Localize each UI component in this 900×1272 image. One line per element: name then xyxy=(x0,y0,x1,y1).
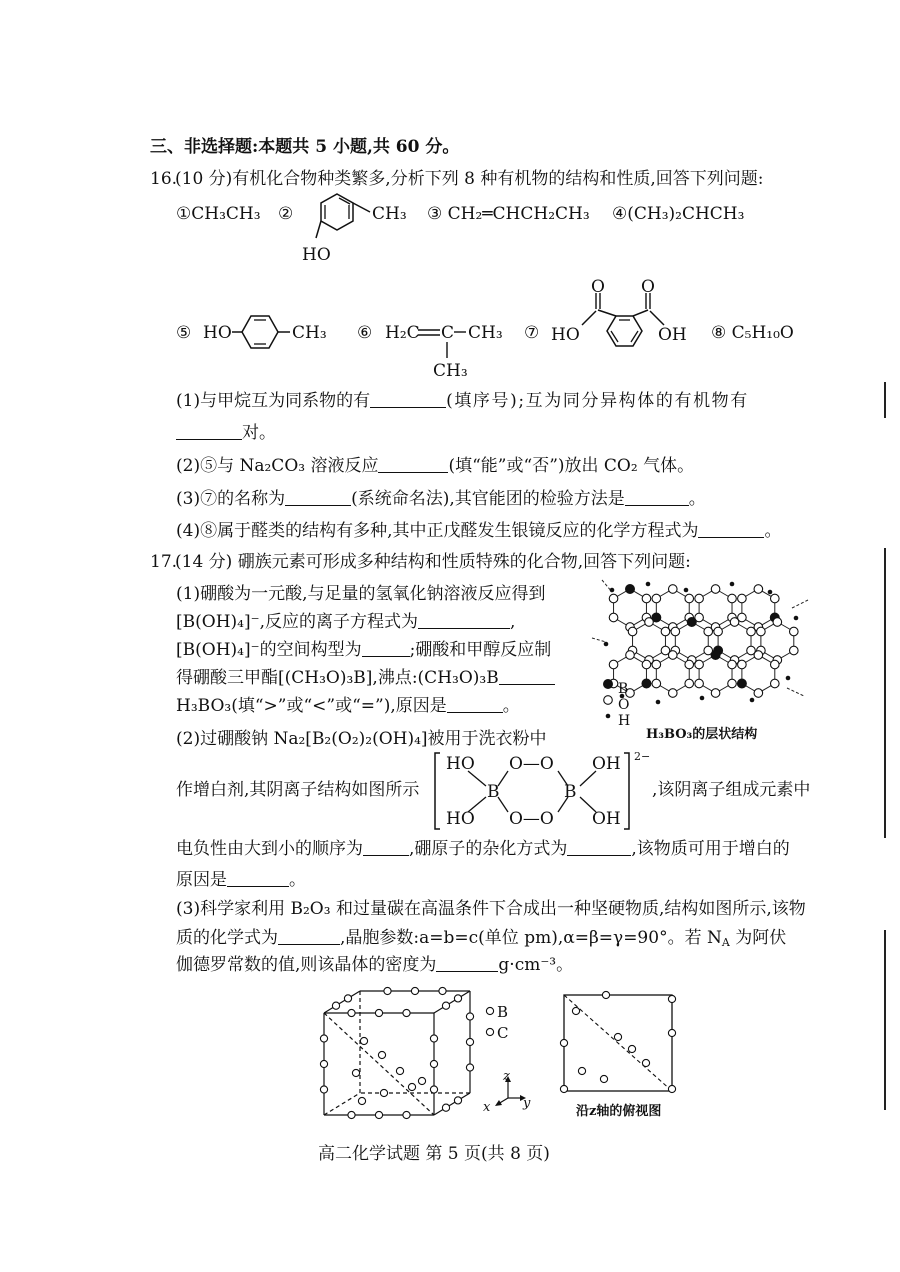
lattice-atom xyxy=(430,1086,437,1093)
q17-part1-line3 xyxy=(176,639,551,661)
oxygen-atom xyxy=(642,594,651,603)
boron-atom xyxy=(737,679,747,689)
hex-ring xyxy=(675,622,708,660)
page-footer: 高二化学试题 第 5 页(共 8 页) xyxy=(318,1144,550,1164)
lattice-atom xyxy=(375,1111,382,1118)
oxygen-atom xyxy=(661,627,670,636)
margin-line-mid xyxy=(884,548,886,838)
hydrogen-bond xyxy=(592,638,606,642)
oxygen-atom xyxy=(685,594,694,603)
oxygen-atom xyxy=(728,660,737,669)
lattice-atom xyxy=(360,1037,367,1044)
q17-part1-blank1[interactable] xyxy=(418,627,510,629)
boron-atom xyxy=(687,617,697,627)
legend-o-label: O xyxy=(618,697,630,713)
lattice-atom xyxy=(352,1069,359,1076)
compound-5-number: ⑤ xyxy=(176,323,192,343)
lattice-atom xyxy=(454,1097,461,1104)
compound-2-oh: HO xyxy=(302,245,331,265)
oxygen-atom xyxy=(695,679,704,688)
q17-part2-line3-text-a: 电负性由大到小的顺序为 xyxy=(176,839,363,859)
hex-ring xyxy=(656,589,689,627)
hex-ring xyxy=(614,589,647,627)
compound-7-structure xyxy=(560,280,690,360)
hydrogen-atom xyxy=(750,698,755,703)
oxygen-atom xyxy=(609,594,618,603)
compound-6-ch3-right: CH₃ xyxy=(468,323,503,343)
lattice-atom xyxy=(418,1077,425,1084)
top-view-atom xyxy=(614,1033,621,1040)
cell-edge xyxy=(324,991,360,1013)
compound-7-oh: OH xyxy=(658,325,687,345)
q17-part1-line3-end: ;硼酸和甲醇反应制 xyxy=(409,640,552,660)
cell-legend-c: C xyxy=(497,1024,509,1042)
axes-indicator xyxy=(488,1070,538,1115)
right-bracket xyxy=(624,753,629,829)
hex-ring xyxy=(742,589,775,627)
hydrogen-atom xyxy=(604,642,609,647)
oxygen-atom xyxy=(652,660,661,669)
compound-7-number: ⑦ xyxy=(524,323,540,343)
q16-part3-blank2[interactable] xyxy=(625,504,689,506)
q16-intro: (10 分)有机化合物种类繁多,分析下列 8 种有机物的结构和性质,回答下列问题: xyxy=(175,169,764,189)
q17-part2-line3-text-c: ,该物质可用于增白的 xyxy=(631,839,790,859)
compound-3: ③ CH₂═CHCH₂CH₃ xyxy=(427,204,590,224)
q16-part1-blank2[interactable] xyxy=(176,438,242,440)
q17-intro: (14 分) 硼族元素可形成多种结构和性质特殊的化合物,回答下列问题: xyxy=(175,552,691,572)
hex-ring xyxy=(718,622,751,660)
lattice-atom xyxy=(332,1002,339,1009)
compound-2-number: ② xyxy=(278,204,294,224)
lattice-atom xyxy=(466,1038,473,1045)
lattice-atom xyxy=(375,1009,382,1016)
q17-part3-line3-text-b: g·cm⁻³。 xyxy=(498,955,574,975)
oxygen-atom xyxy=(728,679,737,688)
q17-part2-line4-end: 。 xyxy=(289,870,306,890)
margin-line-top xyxy=(884,382,886,418)
compound-6-number: ⑥ xyxy=(357,323,373,343)
oxygen-atom xyxy=(773,618,782,627)
lattice-atom xyxy=(442,1104,449,1111)
legend-b-label: B xyxy=(618,681,629,697)
lattice-atom xyxy=(439,987,446,994)
cell-legend-b: B xyxy=(497,1003,509,1021)
q17-part1-blank4[interactable] xyxy=(447,711,503,713)
hydrogen-atom xyxy=(768,590,773,595)
axis-x-label: x xyxy=(483,1100,491,1115)
oxygen-atom xyxy=(770,660,779,669)
q17-part3-line2-text-c: 为阿伏 xyxy=(729,928,787,948)
q17-part2-line2b: ,该阴离子组成元素中 xyxy=(652,780,811,800)
q17-part1-line2 xyxy=(176,611,515,633)
axis-z-label: z xyxy=(503,1069,510,1084)
top-view-atom xyxy=(560,1085,567,1092)
q17-part2-blank2[interactable] xyxy=(567,854,631,856)
compound-5-ho: HO xyxy=(203,323,232,343)
oxygen-atom xyxy=(628,627,637,636)
q17-part1-line3-text: [B(OH)₄]⁻的空间构型为 xyxy=(176,640,362,660)
cell-diagonal xyxy=(324,1013,434,1115)
q16-part2-text-b: (填“能”或“否”)放出 CO₂ 气体。 xyxy=(448,456,695,476)
compound-1: ①CH₃CH₃ xyxy=(176,204,261,224)
h3bo3-layer-figure xyxy=(582,578,814,718)
q17-part3-line2 xyxy=(176,927,786,949)
q17-part1-line4 xyxy=(176,667,555,689)
oxygen-atom xyxy=(695,594,704,603)
q16-part2-blank[interactable] xyxy=(378,471,448,473)
lattice-atom xyxy=(411,987,418,994)
hydrogen-bond xyxy=(792,600,808,608)
q16-part2-text-a: (2)⑤与 Na₂CO₃ 溶液反应 xyxy=(176,456,379,476)
q16-part1-text-a: (1)与甲烷互为同系物的有 xyxy=(176,391,371,411)
compound-5-ch3: CH₃ xyxy=(292,323,327,343)
legend-b-symbol xyxy=(603,679,613,689)
q17-part2-blank3[interactable] xyxy=(227,885,289,887)
top-view-atom xyxy=(600,1075,607,1082)
compound-6-ch3-bottom: CH₃ xyxy=(433,361,468,381)
anion-oh-bottom: OH xyxy=(592,809,621,829)
legend-o-symbol xyxy=(604,696,613,705)
hydrogen-atom xyxy=(684,588,689,593)
compound-7-o2: O xyxy=(641,277,655,297)
oxygen-atom xyxy=(609,660,618,669)
q17-part1-line2-text: [B(OH)₄]⁻,反应的离子方程式为 xyxy=(176,612,418,632)
lattice-atom xyxy=(396,1067,403,1074)
compound-2-ch3: CH₃ xyxy=(372,204,407,224)
lattice-atom xyxy=(320,1086,327,1093)
cell-edge xyxy=(434,1093,470,1115)
q16-part3 xyxy=(176,488,706,510)
q17-number: 17. xyxy=(150,552,178,572)
top-view-atom xyxy=(628,1045,635,1052)
hydrogen-atom xyxy=(786,676,791,681)
q17-part2-line4 xyxy=(176,869,306,891)
unit-cell-figure xyxy=(318,985,491,1120)
hex-ring xyxy=(656,655,689,693)
lattice-atom xyxy=(380,1089,387,1096)
oxygen-atom xyxy=(754,651,763,660)
lattice-atom xyxy=(348,1111,355,1118)
legend-h-symbol xyxy=(606,714,611,719)
benzene-ring xyxy=(321,194,353,230)
top-view-atom xyxy=(602,991,609,998)
q16-part1-blank1[interactable] xyxy=(370,406,446,408)
hydrogen-atom xyxy=(646,582,651,587)
compound-7-ho: HO xyxy=(551,325,580,345)
oxygen-atom xyxy=(738,660,747,669)
compound-4: ④(CH₃)₂CHCH₃ xyxy=(612,204,745,224)
q16-part3-text-c: 。 xyxy=(688,489,706,509)
oxygen-atom xyxy=(685,660,694,669)
q17-part2-line3-text-b: ,硼原子的杂化方式为 xyxy=(409,839,568,859)
lattice-atom xyxy=(378,1051,385,1058)
left-bracket xyxy=(435,753,440,829)
hydrogen-bond xyxy=(787,688,804,696)
top-view-atom xyxy=(572,1007,579,1014)
q16-part3-blank1[interactable] xyxy=(285,504,351,506)
q16-part4-text-b: 。 xyxy=(764,521,782,541)
q17-part1-blank3[interactable] xyxy=(499,683,555,685)
hex-ring xyxy=(699,589,732,627)
q17-part2-line2a: 作增白剂,其阴离子结构如图所示 xyxy=(176,780,420,800)
lattice-atom xyxy=(442,1002,449,1009)
oxygen-atom xyxy=(671,627,680,636)
anion-charge: 2− xyxy=(634,750,651,763)
q16-part4-blank[interactable] xyxy=(698,536,764,538)
oxygen-atom xyxy=(704,627,713,636)
hydrogen-atom xyxy=(730,582,735,587)
compound-6-h2c: H₂C xyxy=(385,323,420,343)
top-view-atom xyxy=(668,1085,675,1092)
oxygen-atom xyxy=(789,627,798,636)
oxygen-atom xyxy=(642,660,651,669)
q17-part3-blank2[interactable] xyxy=(436,970,498,972)
lattice-atom xyxy=(348,1009,355,1016)
avogadro-subscript: A xyxy=(721,936,730,949)
margin-line-bottom xyxy=(884,930,886,1110)
q17-part3-line3 xyxy=(176,954,573,976)
q17-part3-line2-text-b: ,晶胞参数:a=b=c(单位 pm),α=β=γ=90°。若 N xyxy=(340,928,722,948)
oxygen-atom xyxy=(747,627,756,636)
q17-part1-line5 xyxy=(176,695,520,717)
q17-part1-line4-text: 得硼酸三甲酯[(CH₃O)₃B],沸点:(CH₃O)₃B xyxy=(176,668,499,688)
oxygen-atom xyxy=(652,594,661,603)
q16-part3-text-a: (3)⑦的名称为 xyxy=(176,489,286,509)
layer-caption: H₃BO₃的层状结构 xyxy=(646,727,758,742)
cell-edge xyxy=(434,991,470,1013)
top-view-atom xyxy=(642,1059,649,1066)
oxygen-atom xyxy=(652,679,661,688)
lattice-atom xyxy=(430,1060,437,1067)
q17-part2-line3 xyxy=(176,838,790,860)
q17-part3-line2-text-a: 质的化学式为 xyxy=(176,928,278,948)
top-view-caption: 沿z轴的俯视图 xyxy=(576,1104,662,1119)
q16-part4 xyxy=(176,520,781,542)
top-view-atom xyxy=(668,1029,675,1036)
q17-part2-line4-text: 原因是 xyxy=(176,870,227,890)
hex-ring xyxy=(633,622,666,660)
oxygen-atom xyxy=(754,689,763,698)
oxygen-atom xyxy=(685,679,694,688)
q17-part3-line1: (3)科学家利用 B₂O₃ 和过量碳在高温条件下合成出一种坚硬物质,结构如图所示,该物 xyxy=(176,899,806,919)
anion-ho-bottom: HO xyxy=(446,809,475,829)
boron-atom xyxy=(711,650,721,660)
hex-ring xyxy=(699,655,732,693)
hex-ring xyxy=(761,622,794,660)
top-view-figure xyxy=(556,985,686,1107)
lattice-atom xyxy=(344,995,351,1002)
boron-atom xyxy=(625,584,635,594)
cell-edge-hidden xyxy=(324,1093,360,1115)
lattice-atom xyxy=(466,1013,473,1020)
oxygen-atom xyxy=(609,613,618,622)
oxygen-atom xyxy=(738,594,747,603)
q17-part1-line5-text: H₃BO₃(填“>”或“<”或“=”),原因是 xyxy=(176,696,447,716)
compound-8: ⑧ C₅H₁₀O xyxy=(711,323,794,343)
oxygen-atom xyxy=(695,660,704,669)
q16-part1-line1 xyxy=(176,390,749,412)
oxygen-atom xyxy=(668,651,677,660)
hydrogen-atom xyxy=(794,616,799,621)
lattice-atom xyxy=(454,995,461,1002)
oxygen-atom xyxy=(754,585,763,594)
top-view-diagonal xyxy=(564,995,672,1091)
lattice-atom xyxy=(384,987,391,994)
q17-part2-line1: (2)过硼酸钠 Na₂[B₂(O₂)₂(OH)₄]被用于洗衣粉中 xyxy=(176,729,547,749)
q17-part1-blank2[interactable] xyxy=(362,655,410,657)
oxygen-atom xyxy=(770,594,779,603)
lattice-atom xyxy=(403,1111,410,1118)
oxygen-atom xyxy=(626,651,635,660)
oxygen-atom xyxy=(668,585,677,594)
q17-part1-line5-end: 。 xyxy=(502,696,520,716)
lattice-atom xyxy=(466,1064,473,1071)
oxygen-atom xyxy=(789,646,798,655)
top-view-atom xyxy=(560,1039,567,1046)
oxygen-atom xyxy=(730,618,739,627)
anion-ho-top: HO xyxy=(446,754,475,774)
q17-part2-blank1[interactable] xyxy=(363,854,409,856)
anion-oo-top: O—O xyxy=(509,754,554,774)
lattice-atom xyxy=(430,1035,437,1042)
q16-part3-text-b: (系统命名法),其官能团的检验方法是 xyxy=(351,489,625,509)
q17-part1-line1: (1)硼酸为一元酸,与足量的氢氧化钠溶液反应得到 xyxy=(176,584,546,604)
oxygen-atom xyxy=(728,594,737,603)
section-header: 三、非选择题:本题共 5 小题,共 60 分。 xyxy=(150,137,460,157)
q17-part3-blank1[interactable] xyxy=(278,943,340,945)
q16-number: 16. xyxy=(150,169,178,189)
oxygen-atom xyxy=(645,618,654,627)
q16-part1-text-c: 对。 xyxy=(242,423,276,443)
legend-h-label: H xyxy=(618,713,631,729)
oxygen-atom xyxy=(668,689,677,698)
q17-part3-line3-text-a: 伽德罗常数的值,则该晶体的密度为 xyxy=(176,955,437,975)
anion-oh-top: OH xyxy=(592,754,621,774)
anion-b-left: B xyxy=(487,782,500,802)
hydrogen-atom xyxy=(700,696,705,701)
oxygen-atom xyxy=(711,689,720,698)
oxygen-atom xyxy=(757,627,766,636)
top-view-atom xyxy=(668,995,675,1002)
hydrogen-atom xyxy=(656,700,661,705)
boron-atom xyxy=(641,679,651,689)
q17-part1-line2-end: , xyxy=(509,612,516,632)
lattice-atom xyxy=(320,1060,327,1067)
anion-b-right: B xyxy=(564,782,577,802)
q16-part2 xyxy=(176,455,694,477)
axis-y-label: y xyxy=(523,1096,531,1111)
q16-part1-text-b: (填序号);互为同分异构体的有机物有 xyxy=(446,391,749,411)
lattice-atom xyxy=(358,1097,365,1104)
top-view-atom xyxy=(578,1067,585,1074)
oxygen-atom xyxy=(714,627,723,636)
q16-part4-text-a: (4)⑧属于醛类的结构有多种,其中正戊醛发生银镜反应的化学方程式为 xyxy=(176,521,699,541)
lattice-atom xyxy=(403,1009,410,1016)
compound-7-o1: O xyxy=(591,277,605,297)
anion-oo-bottom: O—O xyxy=(509,809,554,829)
oxygen-atom xyxy=(711,585,720,594)
compound-6-c: C xyxy=(441,323,455,343)
oxygen-atom xyxy=(770,679,779,688)
lattice-atom xyxy=(408,1083,415,1090)
hex-ring xyxy=(742,655,775,693)
lattice-atom xyxy=(320,1035,327,1042)
q16-part1-line2 xyxy=(176,422,276,444)
